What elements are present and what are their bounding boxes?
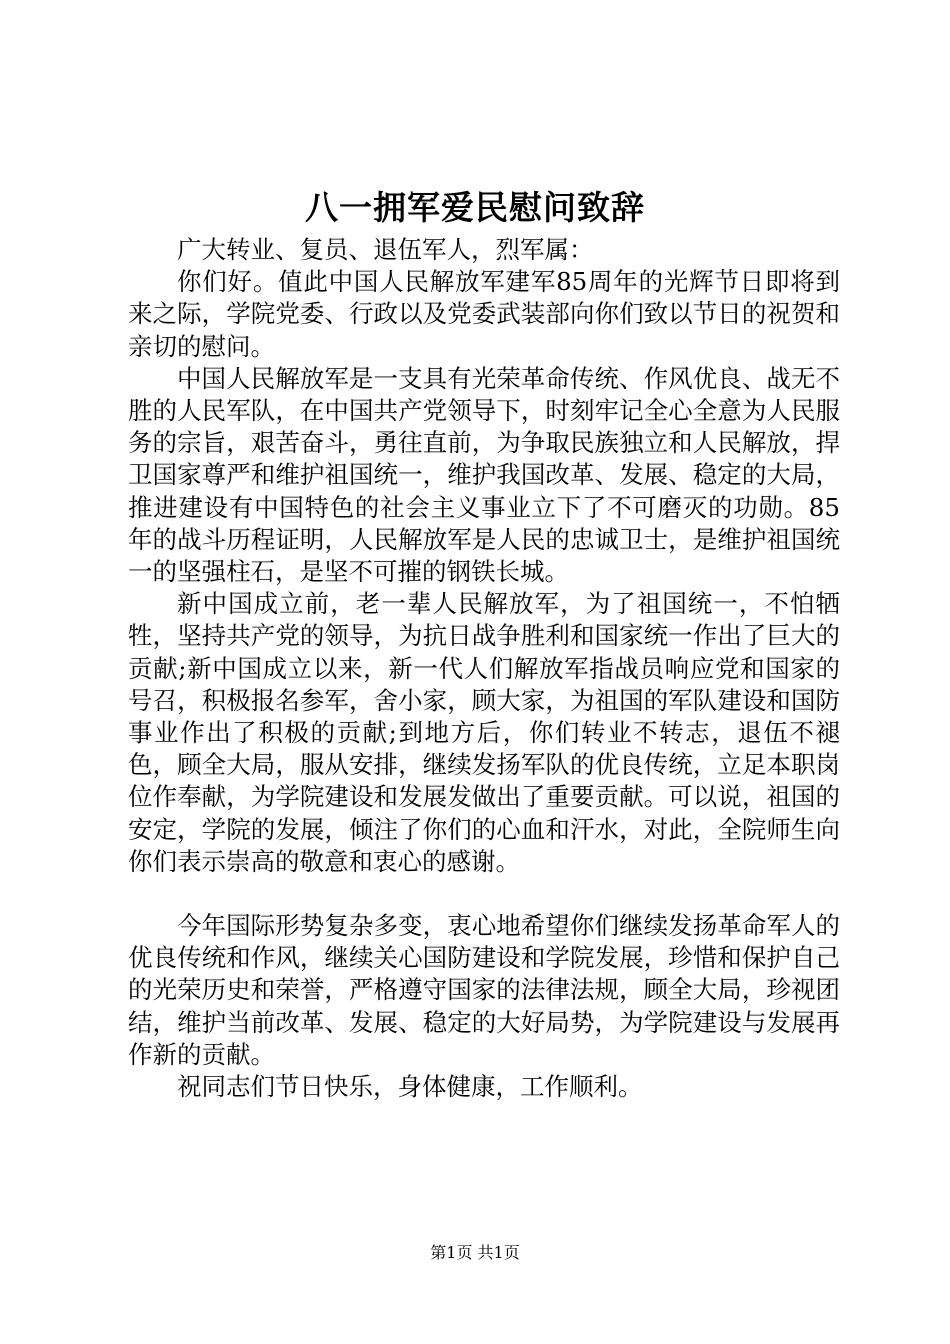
document-body (128, 234, 840, 1103)
paragraph-hopes: 今年国际形势复杂多变，衷心地希望你们继续发扬革命军人的优良传统和作风，继续关心国防建设和学院发展，珍惜和保护自己的光荣历史和荣誉，严格遵守国家的法律法规，顾全大局，珍视团结，维护当前改革、发展、稳定的大好局势，为学院建设与发展再作新的贡献。 (128, 911, 840, 1069)
paragraph-greeting: 你们好。值此中国人民解放军建军85周年的光辉节日即将到来之际，学院党委、行政以及党委武装部向你们致以节日的祝贺和亲切的慰问。 (128, 267, 840, 361)
paragraph-veterans-contribution: 新中国成立前，老一辈人民解放军，为了祖国统一，不怕牺牲，坚持共产党的领导，为抗日战争胜利和国家统一作出了巨大的贡献;新中国成立以来，新一代人们解放军指战员响应党和国家的号召，积极报名参军，舍小家，顾大家，为祖国的军队建设和国防事业作出了积极的贡献;到地方后，你们转业不转志，退伍不褪色，顾全大局，服从安排，继续发扬军队的优良传统，立足本职岗位作奉献，为学院建设和发展发做出了重要贡献。可以说，祖国的安定，学院的发展，倾注了你们的心血和汗水，对此，全院师生向你们表示崇高的敬意和衷心的感谢。 (128, 589, 840, 876)
salutation: 广大转业、复员、退伍军人，烈军属： (177, 235, 594, 264)
paragraph-wishes: 祝同志们节日快乐，身体健康，工作顺利。 (177, 1072, 643, 1102)
page-number-footer: 第1页 共1页 (430, 1243, 520, 1262)
paragraph-pla-history: 中国人民解放军是一支具有光荣革命传统、作风优良、战无不胜的人民军队，在中国共产党领导下，时刻牢记全心全意为人民服务的宗旨，艰苦奋斗，勇往直前，为争取民族独立和人民解放，捍卫国家尊严和维护祖国统一，维护我国改革、发展、稳定的大局，推进建设有中国特色的社会主义事业立下了不可磨灭的功勋。85年的战斗历程证明，人民解放军是人民的忠诚卫士，是维护祖国统一的坚强柱石，是坚不可摧的钢铁长城。 (128, 363, 840, 587)
document-title: 八一拥军爱民慰问致辞 (305, 188, 645, 227)
